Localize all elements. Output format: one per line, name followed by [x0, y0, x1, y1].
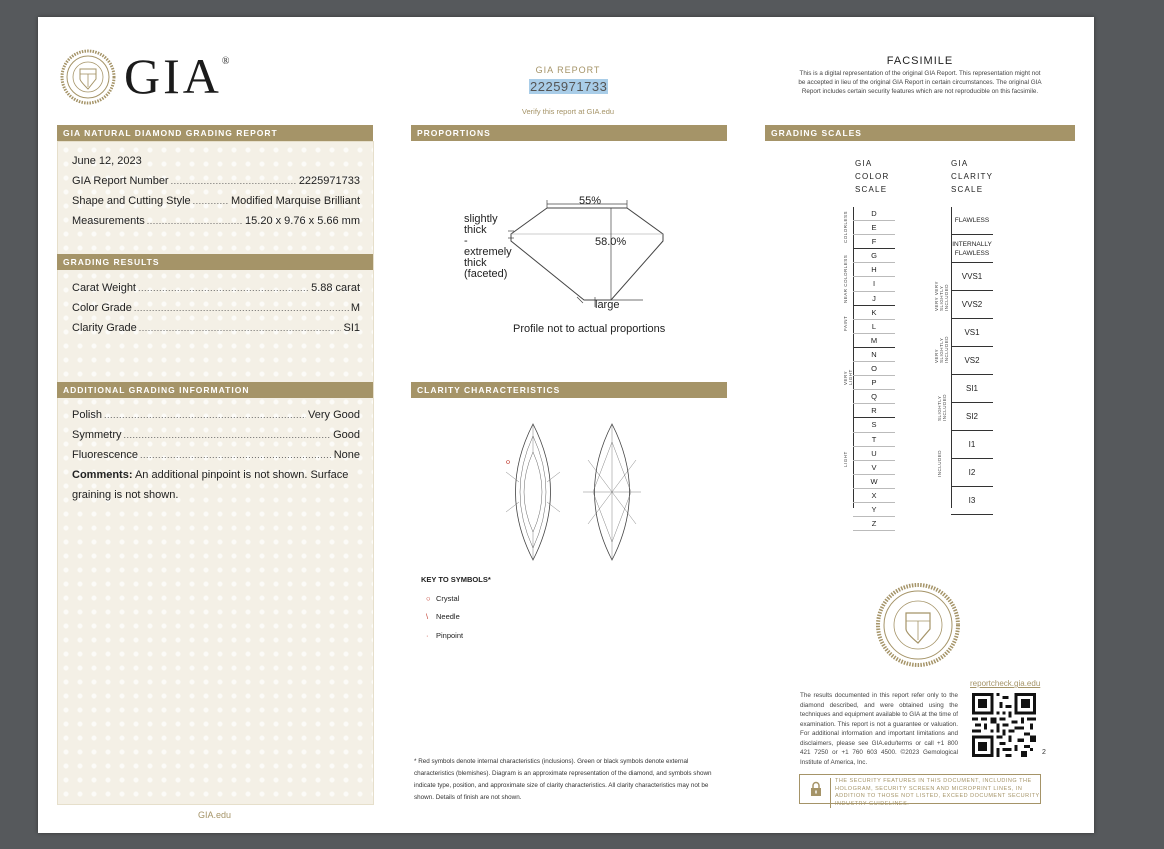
- reportcheck-link[interactable]: reportcheck.gia.edu: [970, 679, 1041, 688]
- report-title: GIA NATURAL DIAMOND GRADING REPORT: [57, 125, 373, 141]
- clarity-fl: FLAWLESS: [951, 207, 993, 235]
- clarity-scale: [951, 207, 993, 515]
- report-page: [38, 17, 1094, 833]
- vsi-group: VERY SLIGHTLY INCLUDED: [934, 335, 949, 363]
- very-light-group: VERY LIGHT: [843, 369, 853, 385]
- crystal-icon: ○: [426, 594, 431, 603]
- color-grade-cell: R: [853, 404, 895, 418]
- symmetry-row: Symmetry ..... Good: [72, 428, 360, 442]
- color-grade-cell: I: [853, 277, 895, 291]
- proportions-diagram: [411, 187, 727, 317]
- key-pinpoint: · Pinpoint: [426, 631, 464, 640]
- near-colorless-group: NEAR COLORLESS: [843, 254, 848, 303]
- color-grade-cell: O: [853, 362, 895, 376]
- girdle-label: slightly thick - extremely thick (faceted): [464, 213, 512, 280]
- included-group: INCLUDED: [937, 449, 942, 477]
- needle-icon: \: [426, 612, 429, 621]
- color-grade-cell: Z: [853, 517, 895, 531]
- color-grade-cell: X: [853, 489, 895, 503]
- gia-logo: GIA®: [124, 48, 230, 104]
- qr-code-icon[interactable]: [972, 693, 1036, 757]
- vvsi-group: VERY VERY SLIGHTLY INCLUDED: [934, 281, 949, 311]
- clarity-plot-diagram: [493, 422, 653, 562]
- clarity-title: CLARITY CHARACTERISTICS: [411, 382, 727, 398]
- report-date: June 12, 2023: [72, 155, 142, 167]
- fluorescence-row: Fluorescence ..... None: [72, 448, 360, 462]
- color-grade-cell: W: [853, 475, 895, 489]
- color-grade-cell: N: [853, 348, 895, 362]
- light-group: LIGHT: [843, 451, 848, 467]
- scales-title: GRADING SCALES: [765, 125, 1075, 141]
- color-scale: [853, 207, 895, 531]
- report-label: GIA REPORT: [535, 65, 601, 75]
- measurements-row: Measurements ..... 15.20 x 9.76 x 5.66 mm: [72, 214, 360, 228]
- clarity-scale-label: GIA CLARITY SCALE: [951, 159, 994, 194]
- clarity-if: INTERNALLY FLAWLESS: [951, 235, 993, 263]
- facsimile-text: This is a digital representation of the original GIA Report. This representation might not be accepted in lieu of the original GIA Report in certain circumstances. The original GIA Report includes certain security features which are not reproducible on this facsimile.: [798, 70, 1042, 95]
- color-grade-cell: Q: [853, 390, 895, 404]
- qr-page-number: 2: [1042, 749, 1046, 756]
- proportions-note: Profile not to actual proportions: [513, 323, 666, 335]
- color-grade-cell: L: [853, 320, 895, 334]
- color-row: Color Grade ..... M: [72, 301, 360, 315]
- key-needle: \ Needle: [426, 612, 460, 621]
- gia-seal-icon: [60, 49, 116, 105]
- pinpoint-icon: ·: [426, 631, 429, 640]
- faint-group: FAINT: [843, 315, 848, 331]
- additional-title: ADDITIONAL GRADING INFORMATION: [57, 382, 373, 398]
- clarity-i2: I2: [951, 459, 993, 487]
- color-grade-cell: H: [853, 263, 895, 277]
- verify-link[interactable]: Verify this report at GIA.edu: [521, 107, 615, 116]
- security-notice: THE SECURITY FEATURES IN THIS DOCUMENT, INCLUDING THE HOLOGRAM, SECURITY SCREEN AND MICROPRINT LINES, IN ADDITION TO THOSE NOT LISTED, EXCEED DOCUMENT SECURITY INDUSTRY GUIDELINES.: [799, 774, 1041, 804]
- footer-gia-link[interactable]: GIA.edu: [198, 810, 232, 820]
- color-grade-cell: F: [853, 235, 895, 249]
- grading-results-title: GRADING RESULTS: [57, 254, 373, 270]
- disclaimer: The results documented in this report refer only to the diamond described, and were obtained using the techniques and equipment available to GIA at the time of examination. This report is not a guarantee or valuation. For additional information and important limitations and disclaimers, please see GIA.edu/terms or call +1 800 421 7250 or +1 760 603 4500. ©2023 Gemological Institute of America, Inc.: [800, 692, 958, 766]
- depth-percent: 58.0%: [595, 236, 627, 248]
- clarity-vvs2: VVS2: [951, 291, 993, 319]
- lock-icon: [808, 781, 824, 797]
- color-grade-cell: S: [853, 418, 895, 432]
- culet-label: large: [595, 299, 620, 311]
- color-grade-cell: T: [853, 433, 895, 447]
- color-grade-cell: U: [853, 447, 895, 461]
- color-grade-cell: K: [853, 306, 895, 320]
- color-grade-cell: Y: [853, 503, 895, 517]
- proportions-title: PROPORTIONS: [411, 125, 727, 141]
- color-grade-cell: G: [853, 249, 895, 263]
- clarity-row: Clarity Grade ..... SI1: [72, 321, 360, 335]
- colorless-group: COLORLESS: [843, 210, 848, 243]
- clarity-footnote: * Red symbols denote internal characteristics (inclusions). Green or black symbols denote external characteristics (blemishes). Diagram is an approximate representation of the diamond, and symbols shown indicate type, position, and approximate size of clarity characteristics. All clarity characteristics may not be shown. Details of finish are not shown.: [414, 758, 712, 801]
- shape-row: Shape and Cutting Style ..... Modified Marquise Brilliant: [72, 194, 360, 208]
- color-grade-cell: J: [853, 292, 895, 306]
- color-grade-cell: E: [853, 221, 895, 235]
- key-crystal: ○ Crystal: [426, 594, 460, 603]
- clarity-i1: I1: [951, 431, 993, 459]
- table-percent: 55%: [579, 195, 602, 207]
- color-scale-label: GIA COLOR SCALE: [855, 159, 890, 194]
- si-group: SLIGHTLY INCLUDED: [937, 393, 947, 421]
- color-grade-cell: D: [853, 207, 895, 221]
- carat-row: Carat Weight ..... 5.88 carat: [72, 281, 360, 295]
- clarity-si2: SI2: [951, 403, 993, 431]
- color-grade-cell: P: [853, 376, 895, 390]
- color-grade-cell: M: [853, 334, 895, 348]
- polish-row: Polish ..... Very Good: [72, 408, 360, 422]
- clarity-vvs1: VVS1: [951, 263, 993, 291]
- report-number-highlight[interactable]: 2225971733: [530, 79, 608, 94]
- clarity-vs1: VS1: [951, 319, 993, 347]
- clarity-i3: I3: [951, 487, 993, 515]
- clarity-si1: SI1: [951, 375, 993, 403]
- comments: Comments: An additional pinpoint is not shown. Surface graining is not shown.: [72, 469, 349, 501]
- gia-large-seal-icon: [876, 583, 960, 667]
- facsimile-title: FACSIMILE: [886, 55, 954, 67]
- key-title: KEY TO SYMBOLS*: [421, 575, 491, 584]
- report-number-row: GIA Report Number ..... 2225971733: [72, 174, 360, 188]
- clarity-vs2: VS2: [951, 347, 993, 375]
- color-grade-cell: V: [853, 461, 895, 475]
